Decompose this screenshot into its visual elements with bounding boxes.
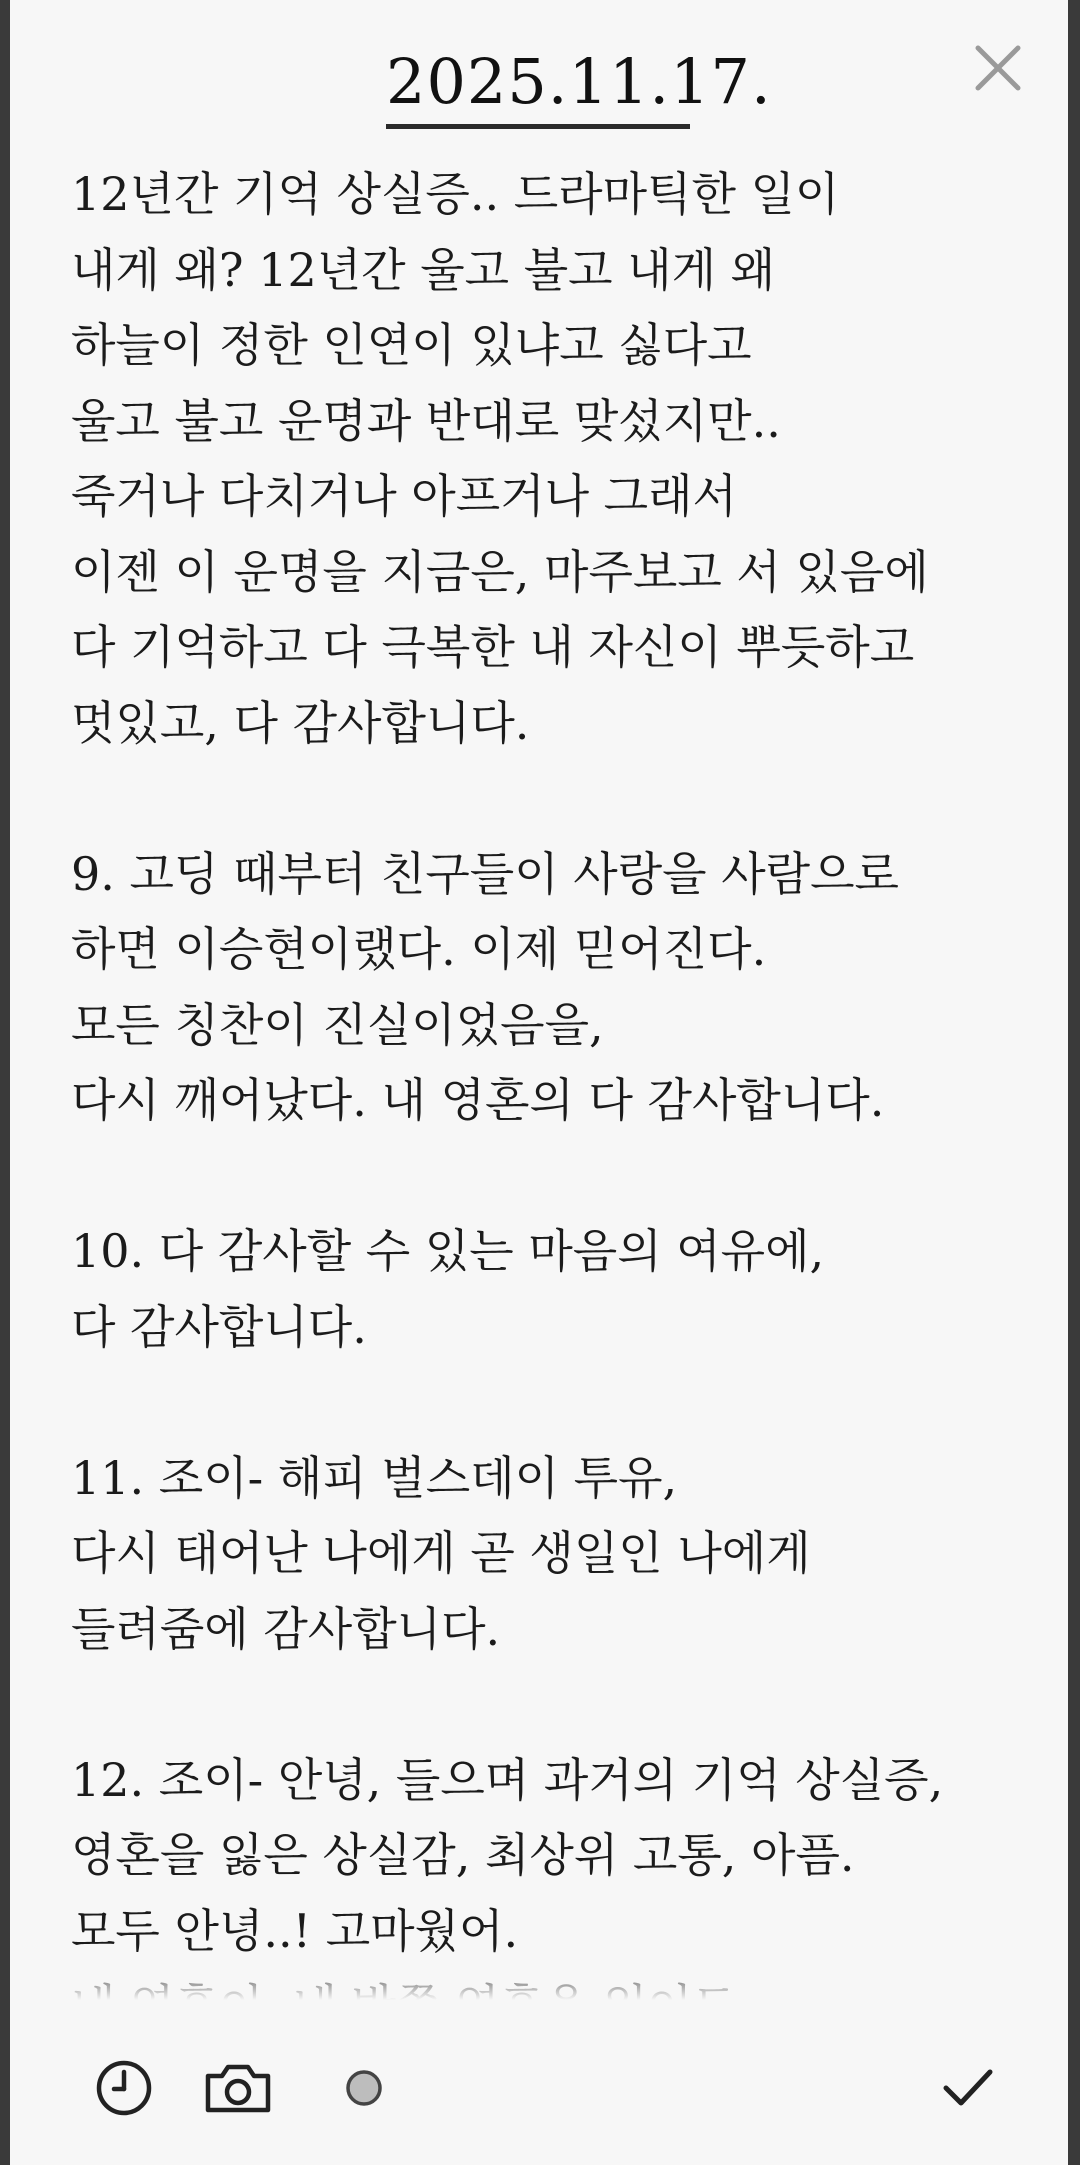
entry-text-area[interactable] (71, 157, 1031, 1997)
entry-line: 하면 이승현이랬다. 이제 믿어진다. (71, 922, 767, 976)
color-dot-icon (344, 2068, 384, 2108)
close-icon (970, 40, 1026, 96)
time-button[interactable] (92, 2056, 156, 2120)
entry-line: 내게 왜? 12년간 울고 불고 내게 왜 (71, 242, 776, 297)
check-icon (938, 2058, 998, 2118)
bottom-toolbar (10, 2000, 1068, 2165)
entry-line: 멋있고, 다 감사합니다. (71, 695, 530, 750)
entry-line: 9. 고딩 때부터 친구들이 사랑을 사람으로 (71, 846, 899, 901)
entry-line: 죽거나 다치거나 아프거나 그래서 (71, 469, 737, 523)
entry-date-title[interactable]: 2025.11.17. (386, 42, 690, 129)
entry-line: 울고 불고 운명과 반대로 맞섰지만.. (71, 393, 781, 448)
close-button[interactable] (970, 40, 1026, 96)
entry-line: 11. 조이- 해피 벌스데이 투유, (71, 1450, 678, 1505)
entry-line: 12. 조이- 안녕, 들으며 과거의 기억 상실증, (71, 1752, 944, 1807)
entry-line: 모두 안녕..! 고마웠어. (71, 1903, 519, 1958)
entry-line: 들려줌에 감사합니다. (71, 1601, 501, 1656)
save-button[interactable] (936, 2056, 1000, 2120)
camera-icon (202, 2058, 274, 2118)
blank-line (71, 761, 1031, 837)
entry-line: 다 기억하고 다 극복한 내 자신이 뿌듯하고 (71, 620, 915, 674)
entry-line: 영혼을 잃은 상실감, 최상위 고통, 아픔. (71, 1828, 855, 1882)
entry-line: 다시 태어난 나에게 곧 생일인 나에게 (71, 1526, 811, 1580)
color-button[interactable] (332, 2056, 396, 2120)
clock-icon (94, 2058, 154, 2118)
header (10, 0, 1068, 150)
entry-line: 10. 다 감사할 수 있는 마음의 여유에, (71, 1224, 825, 1278)
entry-line: 다 감사합니다. (71, 1299, 367, 1354)
entry-line: 다시 깨어났다. 내 영혼의 다 감사합니다. (71, 1073, 885, 1127)
diary-editor (10, 0, 1068, 2165)
entry-line: 모든 칭찬이 진실이었음을, (71, 997, 604, 1052)
blank-line (71, 1139, 1031, 1215)
text-fade (10, 1960, 1068, 2000)
blank-line (71, 1667, 1031, 1743)
blank-line (71, 1365, 1031, 1441)
entry-line: 하늘이 정한 인연이 있냐고 싫다고 (71, 318, 752, 372)
camera-button[interactable] (202, 2056, 274, 2120)
entry-line: 이젠 이 운명을 지금은, 마주보고 서 있음에 (71, 544, 929, 599)
entry-line: 12년간 기억 상실증.. 드라마틱한 일이 (71, 167, 840, 221)
